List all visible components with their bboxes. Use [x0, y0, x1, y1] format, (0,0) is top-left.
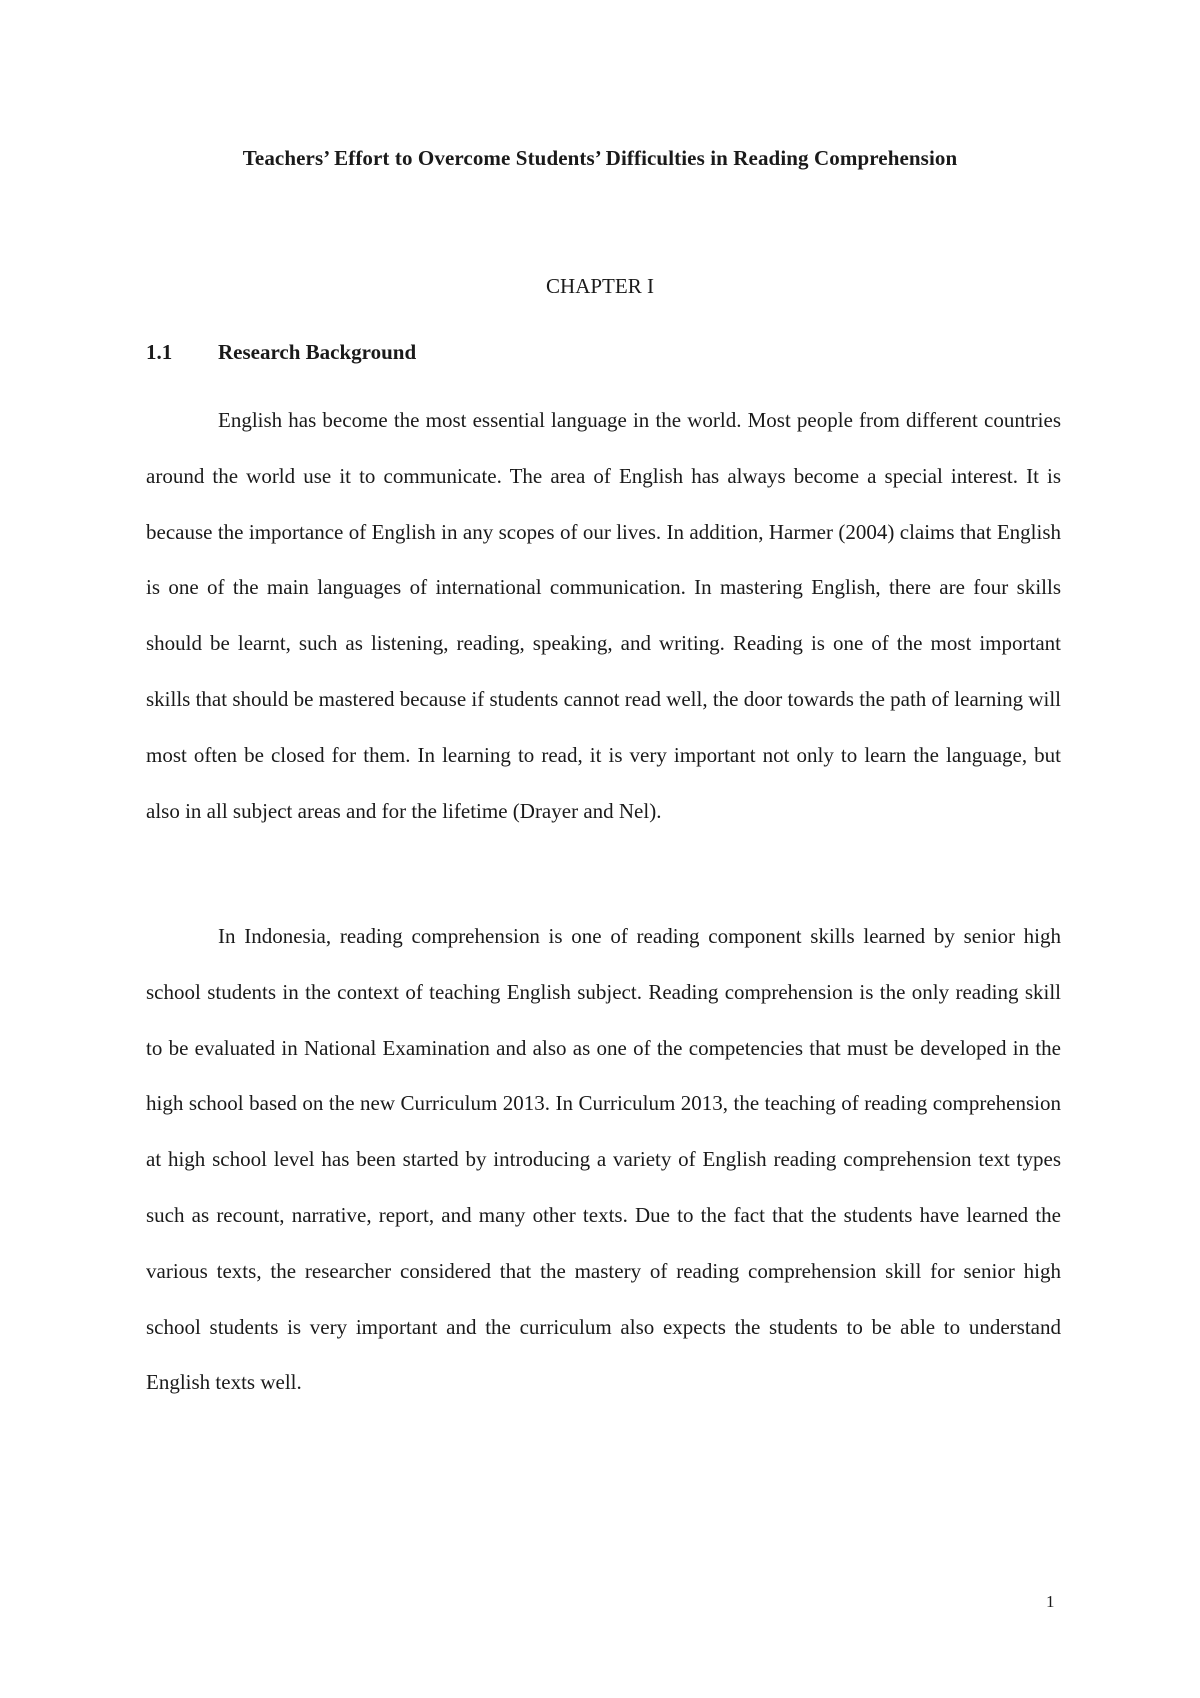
section-title: Research Background	[218, 340, 417, 364]
paragraph-1: English has become the most essential language in the world. Most people from different countries around the world use it to communicate. The area of English has always become a special interest. It is because the importance of English in any scopes of our lives. In addition, Harmer (2004) claims that English is one of the main languages of international communication. In mastering English, there are four skills should be learnt, such as listening, reading, speaking, and writing. Reading is one of the most important skills that should be mastered because if students cannot read well, the door towards the path of learning will most often be closed for them. In learning to read, it is very important not only to learn the language, but also in all subject areas and for the lifetime (Drayer and Nel).	[146, 408, 1062, 823]
page-number: 1	[1046, 1592, 1055, 1611]
section-heading	[146, 340, 416, 365]
document-title: Teachers’ Effort to Overcome Students’ Difficulties in Reading Comprehension	[242, 146, 958, 170]
paragraph-2: In Indonesia, reading comprehension is one of reading component skills learned by senior high school students in the context of teaching English subject. Reading comprehension is the only reading skill to be evaluated in National Examination and also as one of the competencies that must be developed in the high school based on the new Curriculum 2013. In Curriculum 2013, the teaching of reading comprehension at high school level has been started by introducing a variety of English reading comprehension text types such as recount, narrative, report, and many other texts. Due to the fact that the students have learned the various texts, the researcher considered that the mastery of reading comprehension skill for senior high school students is very important and the curriculum also expects the students to be able to understand English texts well.	[146, 924, 1061, 1395]
section-number: 1.1	[146, 340, 173, 364]
chapter-heading: CHAPTER I	[546, 274, 654, 298]
